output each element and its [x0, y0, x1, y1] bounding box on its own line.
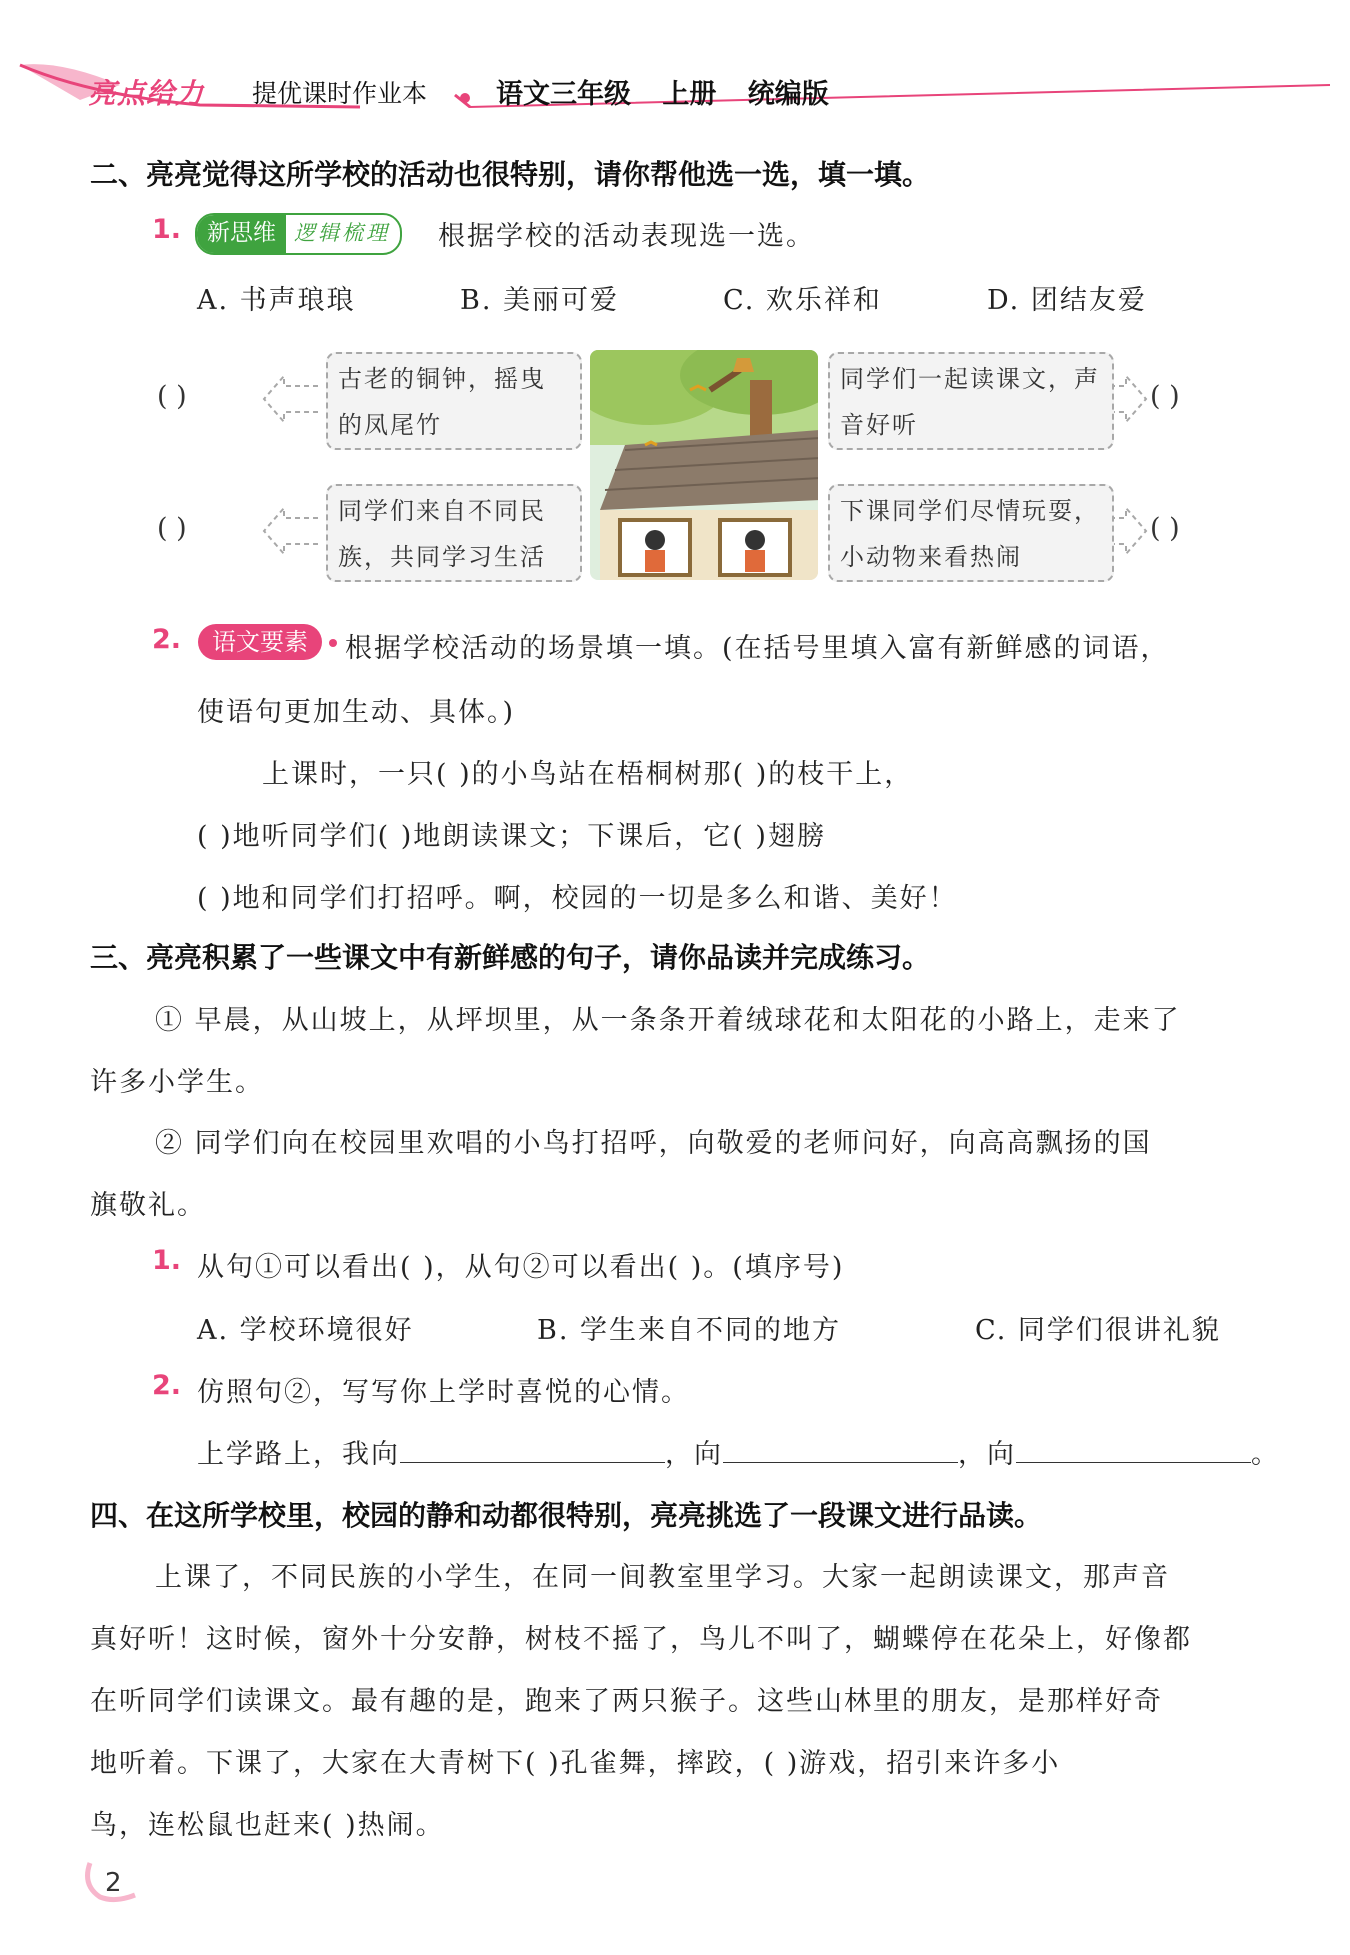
- sentence1-line1: ① 早晨，从山坡上，从坪坝里，从一条条开着绒球花和太阳花的小路上，走来了: [155, 1005, 1181, 1036]
- passage-line2: 真好听！这时候，窗外十分安静，树枝不摇了，鸟儿不叫了，蝴蝶停在花朵上，好像都: [90, 1624, 1192, 1655]
- s3-q1-text: 从句①可以看出( )，从句②可以看出( )。(填序号): [197, 1252, 845, 1283]
- scene-box-reading: 同学们一起读课文，声音好听: [828, 352, 1114, 450]
- s2-q1-number: 1.: [152, 214, 182, 245]
- tag-sub: 逻辑梳理: [294, 221, 390, 245]
- tag-dot-icon: [329, 639, 337, 647]
- section4-title: 四、在这所学校里，校园的静和动都很特别，亮亮挑选了一段课文进行品读。: [90, 1499, 1043, 1532]
- fill-blank-2[interactable]: [723, 1436, 958, 1463]
- s2-q2-para-line1: 上课时，一只( )的小鸟站在梧桐树那( )的枝干上，: [262, 759, 914, 790]
- answer-blank-2[interactable]: ( ): [1150, 381, 1180, 412]
- tag-main: 新思维: [197, 215, 286, 253]
- passage-line3: 在听同学们读课文。最有趣的是，跑来了两只猴子。这些山林里的朋友，是那样好奇: [90, 1686, 1163, 1717]
- brand-logo: 亮点给力: [88, 77, 205, 110]
- scene-box-bell: 古老的铜钟，摇曳的凤尾竹: [326, 352, 582, 450]
- s2-q2-text-line1: 根据学校活动的场景填一填。(在括号里填入富有新鲜感的词语，: [345, 633, 1170, 664]
- sentence1-line2: 许多小学生。: [90, 1067, 264, 1098]
- s3-option-b: B. 学生来自不同的地方: [537, 1315, 842, 1346]
- s3-q2-text: 仿照句②，写写你上学时喜悦的心情。: [197, 1377, 690, 1408]
- passage-line1: 上课了，不同民族的小学生，在同一间教室里学习。大家一起朗读课文，那声音: [155, 1562, 1170, 1593]
- page-number: 2: [105, 1868, 122, 1898]
- scene-box-ethnic: 同学们来自不同民族，共同学习生活: [326, 484, 582, 582]
- s2-q2-text-line2: 使语句更加生动、具体。): [197, 697, 516, 728]
- fill-end: 。: [1251, 1439, 1280, 1470]
- fill-blank-3[interactable]: [1016, 1436, 1251, 1463]
- sentence2-line2: 旗敬礼。: [90, 1190, 206, 1221]
- s2-q2-number: 2.: [152, 624, 182, 655]
- s3-option-c: C. 同学们很讲礼貌: [975, 1315, 1221, 1346]
- section2-title: 二、亮亮觉得这所学校的活动也很特别，请你帮他选一选，填一填。: [90, 158, 931, 191]
- subject-grade: 语文三年级 上册 统编版: [496, 79, 829, 110]
- arrow-left-icon: [262, 374, 322, 424]
- answer-blank-1[interactable]: ( ): [157, 381, 187, 412]
- option-b: B. 美丽可爱: [460, 285, 620, 316]
- option-a: A. 书声琅琅: [197, 285, 356, 316]
- arrow-left-icon: [262, 506, 322, 556]
- header-dot-icon: [460, 93, 470, 103]
- option-d: D. 团结友爱: [987, 285, 1147, 316]
- fill-start: 上学路上，我向: [197, 1439, 400, 1470]
- section3-title: 三、亮亮积累了一些课文中有新鲜感的句子，请你品读并完成练习。: [90, 941, 931, 974]
- passage-line5: 鸟，连松鼠也赶来( )热闹。: [90, 1810, 445, 1841]
- s2-q2-para-line2: ( )地听同学们( )地朗读课文；下课后，它( )翅膀: [197, 821, 826, 852]
- new-thinking-tag: [195, 213, 402, 255]
- option-c: C. 欢乐祥和: [723, 285, 882, 316]
- answer-blank-3[interactable]: ( ): [157, 513, 187, 544]
- passage-line4: 地听着。下课了，大家在大青树下( )孔雀舞，摔跤，( )游戏，招引来许多小: [90, 1748, 1061, 1779]
- s3-q2-number: 2.: [152, 1370, 182, 1401]
- scene-box-recess: 下课同学们尽情玩耍，小动物来看热闹: [828, 484, 1114, 582]
- chinese-elements-tag: 语文要素: [198, 624, 322, 660]
- s3-q1-number: 1.: [152, 1245, 182, 1276]
- s2-q1-text: 根据学校的活动表现选一选。: [438, 221, 815, 252]
- s3-option-a: A. 学校环境很好: [197, 1315, 414, 1346]
- fill-blank-1[interactable]: [400, 1436, 665, 1463]
- series-name: 提优课时作业本: [252, 79, 428, 108]
- school-scene-illustration: [590, 350, 818, 580]
- sentence2-line1: ② 同学们向在校园里欢唱的小鸟打招呼，向敬爱的老师问好，向高高飘扬的国: [155, 1128, 1152, 1159]
- imitation-fill-line: [197, 1432, 1280, 1471]
- answer-blank-4[interactable]: ( ): [1150, 513, 1180, 544]
- fill-sep-1: ，向: [665, 1439, 723, 1470]
- fill-sep-2: ，向: [958, 1439, 1016, 1470]
- s2-q2-para-line3: ( )地和同学们打招呼。啊，校园的一切是多么和谐、美好！: [197, 883, 958, 914]
